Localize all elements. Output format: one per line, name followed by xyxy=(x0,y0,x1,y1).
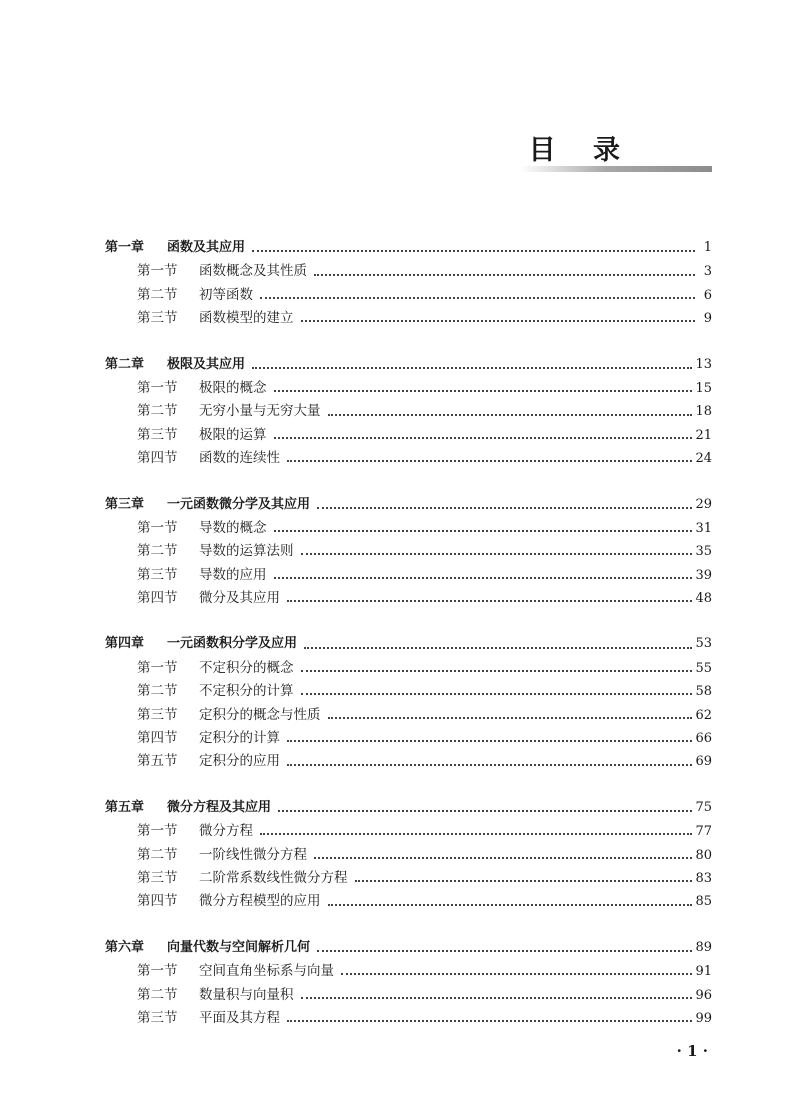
toc-heading xyxy=(520,128,712,176)
section-number: 第五节 xyxy=(137,753,178,770)
section-page-number: 48 xyxy=(695,591,712,607)
dot-leader xyxy=(287,1019,692,1022)
dot-leader xyxy=(328,716,693,719)
section-entry[interactable] xyxy=(105,563,712,586)
dot-leader xyxy=(287,599,692,602)
section-page-number: 39 xyxy=(695,567,712,583)
chapter-entry[interactable] xyxy=(105,493,712,516)
section-title: 微分方程 xyxy=(199,823,253,840)
section-number: 第一节 xyxy=(137,823,178,840)
chapter-entry[interactable] xyxy=(105,936,712,959)
chapter-page-number: 75 xyxy=(695,799,712,815)
section-entry[interactable] xyxy=(105,959,712,982)
dot-leader xyxy=(278,809,692,812)
section-title: 一阶线性微分方程 xyxy=(199,846,307,863)
chapter-page-number: 29 xyxy=(695,496,712,512)
title-underline xyxy=(520,166,712,172)
dot-leader xyxy=(328,413,693,416)
section-entry[interactable] xyxy=(105,376,712,399)
dot-leader xyxy=(314,856,692,859)
section-number: 第三节 xyxy=(137,1009,178,1026)
section-page-number: 83 xyxy=(695,870,712,886)
chapter-title: 函数及其应用 xyxy=(167,240,246,255)
section-entry[interactable] xyxy=(105,749,712,772)
section-number: 第四节 xyxy=(137,893,178,910)
section-page-number: 91 xyxy=(695,964,712,980)
section-title: 函数的连续性 xyxy=(199,450,280,467)
chapter-number: 第四章 xyxy=(105,636,145,652)
section-page-number: 69 xyxy=(695,754,712,770)
section-page-number: 6 xyxy=(703,287,712,303)
chapter-page-number: 13 xyxy=(695,356,712,372)
section-number: 第二节 xyxy=(137,986,178,1003)
table-of-contents xyxy=(105,236,712,1052)
dot-leader xyxy=(355,879,693,882)
section-entry[interactable] xyxy=(105,726,712,749)
dot-leader xyxy=(304,646,692,649)
section-page-number: 35 xyxy=(695,544,712,560)
section-entry[interactable] xyxy=(105,843,712,866)
chapter-block xyxy=(105,632,712,772)
chapter-block xyxy=(105,353,712,470)
chapter-entry[interactable] xyxy=(105,796,712,819)
section-number: 第二节 xyxy=(137,403,178,420)
section-page-number: 58 xyxy=(695,684,712,700)
section-entry[interactable] xyxy=(105,679,712,702)
dot-leader xyxy=(260,832,692,835)
chapter-block xyxy=(105,936,712,1030)
section-page-number: 80 xyxy=(695,847,712,863)
section-number: 第三节 xyxy=(137,869,178,886)
section-title: 空间直角坐标系与向量 xyxy=(199,963,334,980)
dot-leader xyxy=(274,436,693,439)
section-number: 第四节 xyxy=(137,730,178,747)
dot-leader xyxy=(252,366,692,369)
section-title: 数量积与向量积 xyxy=(199,986,294,1003)
chapter-block xyxy=(105,493,712,610)
section-entry[interactable] xyxy=(105,306,712,329)
section-title: 不定积分的概念 xyxy=(199,659,294,676)
chapter-title: 极限及其应用 xyxy=(167,356,246,372)
section-page-number: 96 xyxy=(695,987,712,1003)
section-page-number: 31 xyxy=(695,520,712,536)
section-title: 二阶常系数线性微分方程 xyxy=(199,869,348,886)
section-title: 定积分的概念与性质 xyxy=(199,706,321,723)
chapter-number: 第二章 xyxy=(105,356,145,372)
section-number: 第三节 xyxy=(137,426,178,443)
section-title: 极限的运算 xyxy=(199,426,267,443)
page-number: · 1 · xyxy=(676,1042,708,1060)
section-number: 第一节 xyxy=(137,963,178,980)
section-title: 微分及其应用 xyxy=(199,590,280,607)
dot-leader xyxy=(287,739,692,742)
section-number: 第二节 xyxy=(137,683,178,700)
chapter-title: 一元函数微分学及其应用 xyxy=(167,496,311,512)
dot-leader xyxy=(287,459,692,462)
chapter-entry[interactable] xyxy=(105,632,712,655)
section-number: 第一节 xyxy=(137,379,178,396)
section-entry[interactable] xyxy=(105,889,712,912)
section-entry[interactable] xyxy=(105,703,712,726)
section-number: 第三节 xyxy=(137,566,178,583)
section-page-number: 18 xyxy=(695,404,712,420)
chapter-number: 第一章 xyxy=(105,240,145,255)
section-entry[interactable] xyxy=(105,1006,712,1029)
dot-leader xyxy=(287,763,692,766)
chapter-entry[interactable] xyxy=(105,236,712,259)
section-entry[interactable] xyxy=(105,983,712,1006)
section-title: 平面及其方程 xyxy=(199,1009,280,1026)
section-page-number: 77 xyxy=(695,824,712,840)
section-number: 第一节 xyxy=(137,519,178,536)
section-page-number: 21 xyxy=(695,427,712,443)
chapter-title: 一元函数积分学及应用 xyxy=(167,636,298,652)
chapter-page-number: 89 xyxy=(695,939,712,955)
chapter-number: 第六章 xyxy=(105,939,145,955)
dot-leader xyxy=(274,529,693,532)
chapter-block xyxy=(105,796,712,913)
section-title: 不定积分的计算 xyxy=(199,683,294,700)
section-number: 第四节 xyxy=(137,450,178,467)
section-number: 第三节 xyxy=(137,706,178,723)
section-page-number: 15 xyxy=(695,380,712,396)
section-entry[interactable] xyxy=(105,656,712,679)
dot-leader xyxy=(341,972,692,975)
section-title: 微分方程模型的应用 xyxy=(199,893,321,910)
section-title: 导数的应用 xyxy=(199,566,267,583)
section-page-number: 24 xyxy=(695,451,712,467)
section-page-number: 85 xyxy=(695,894,712,910)
section-entry[interactable] xyxy=(105,866,712,889)
section-entry[interactable] xyxy=(105,259,712,282)
section-entry[interactable] xyxy=(105,283,712,306)
section-entry[interactable] xyxy=(105,399,712,422)
dot-leader xyxy=(252,249,695,252)
section-title: 函数模型的建立 xyxy=(199,310,294,327)
chapter-number: 第三章 xyxy=(105,496,145,512)
section-title: 极限的概念 xyxy=(199,379,267,396)
chapter-entry[interactable] xyxy=(105,353,712,376)
page-title: 目 录 xyxy=(528,135,634,166)
section-number: 第四节 xyxy=(137,590,178,607)
section-number: 第三节 xyxy=(137,310,178,327)
dot-leader xyxy=(328,903,693,906)
section-number: 第一节 xyxy=(137,659,178,676)
section-entry[interactable] xyxy=(105,819,712,842)
section-page-number: 3 xyxy=(703,264,712,280)
section-title: 导数的运算法则 xyxy=(199,543,294,560)
dot-leader xyxy=(301,996,693,999)
chapter-page-number: 53 xyxy=(695,636,712,652)
section-entry[interactable] xyxy=(105,516,712,539)
section-page-number: 9 xyxy=(703,311,712,327)
section-page-number: 62 xyxy=(695,707,712,723)
chapter-block xyxy=(105,236,712,330)
section-title: 定积分的应用 xyxy=(199,753,280,770)
section-number: 第二节 xyxy=(137,286,178,303)
dot-leader xyxy=(301,692,693,695)
section-title: 初等函数 xyxy=(199,286,253,303)
section-page-number: 99 xyxy=(695,1010,712,1026)
dot-leader xyxy=(317,506,692,509)
chapter-title: 微分方程及其应用 xyxy=(167,799,272,815)
chapter-title: 向量代数与空间解析几何 xyxy=(167,939,311,955)
section-entry[interactable] xyxy=(105,586,712,609)
section-title: 定积分的计算 xyxy=(199,730,280,747)
dot-leader xyxy=(301,319,696,322)
chapter-number: 第五章 xyxy=(105,799,145,815)
section-title: 无穷小量与无穷大量 xyxy=(199,403,321,420)
section-entry[interactable] xyxy=(105,423,712,446)
dot-leader xyxy=(314,273,695,276)
section-title: 函数概念及其性质 xyxy=(199,263,307,280)
section-entry[interactable] xyxy=(105,539,712,562)
dot-leader xyxy=(301,669,693,672)
dot-leader xyxy=(317,949,692,952)
section-page-number: 66 xyxy=(695,731,712,747)
section-entry[interactable] xyxy=(105,446,712,469)
dot-leader xyxy=(274,389,693,392)
chapter-page-number: 1 xyxy=(703,240,712,255)
dot-leader xyxy=(260,296,695,299)
section-number: 第一节 xyxy=(137,263,178,280)
section-number: 第二节 xyxy=(137,846,178,863)
section-number: 第二节 xyxy=(137,543,178,560)
dot-leader xyxy=(274,576,693,579)
section-page-number: 55 xyxy=(695,660,712,676)
dot-leader xyxy=(301,552,693,555)
section-title: 导数的概念 xyxy=(199,519,267,536)
